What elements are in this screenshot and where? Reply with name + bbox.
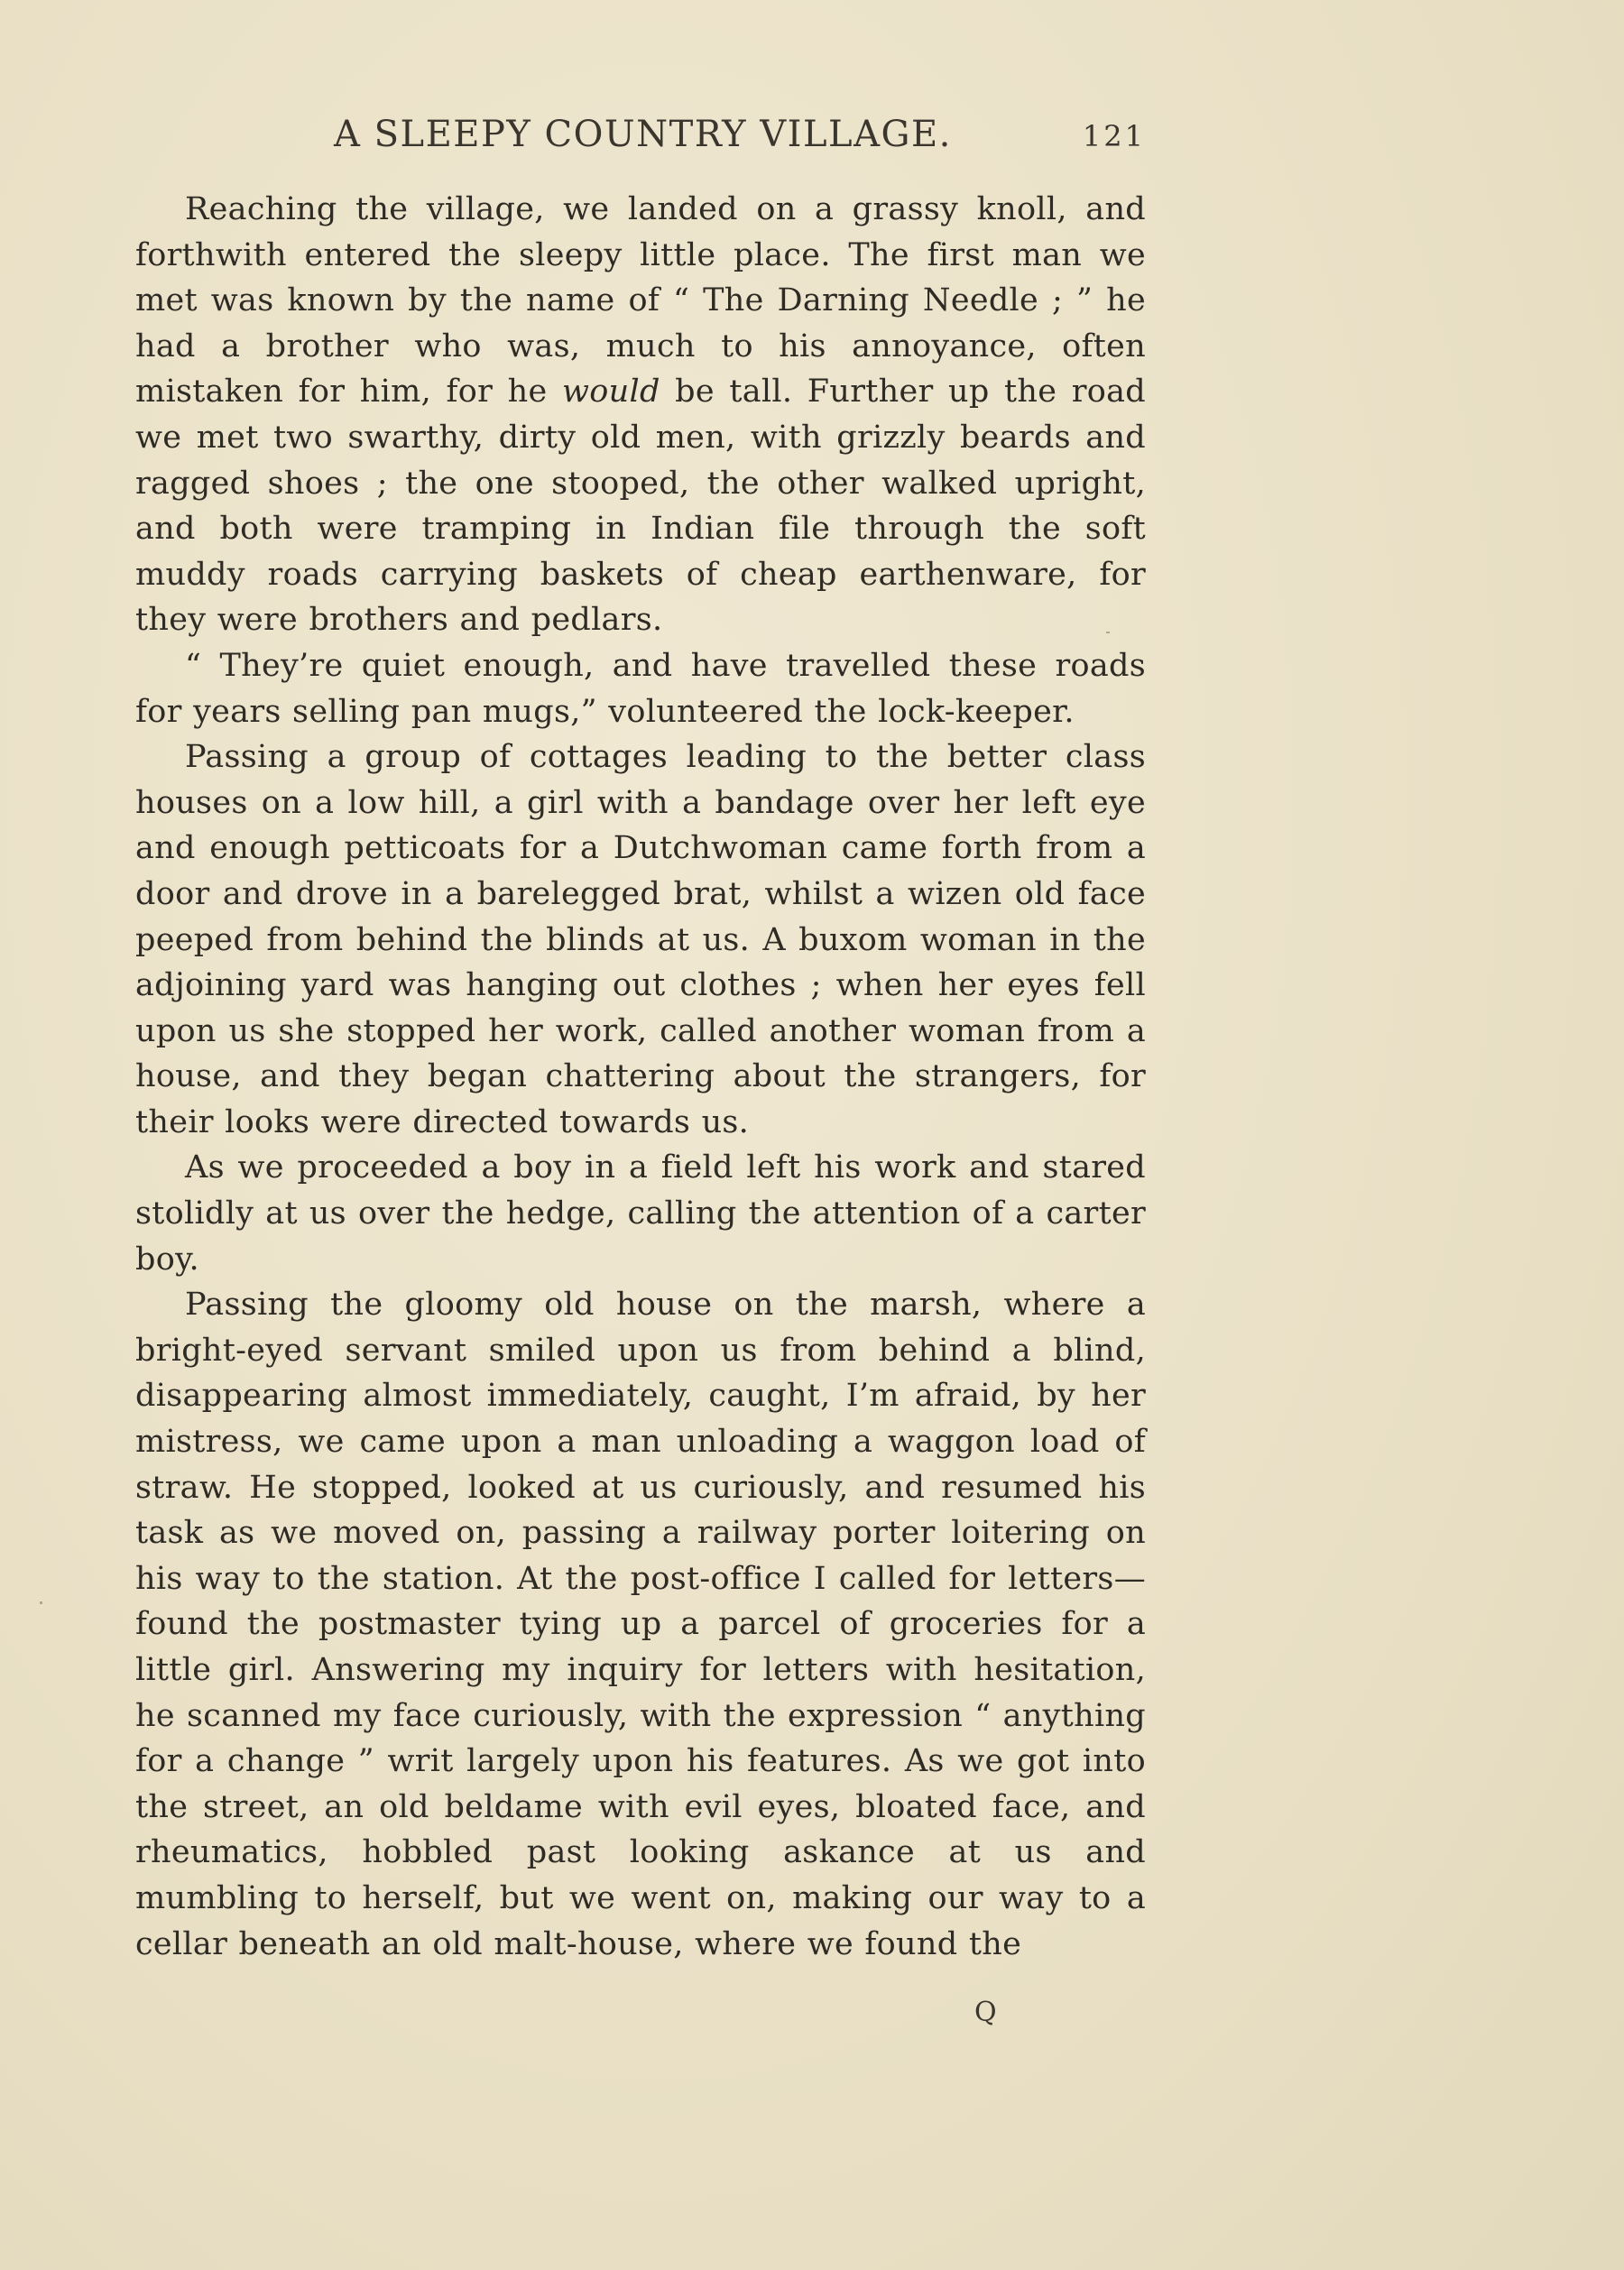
paragraph-text: Reaching the village, we landed on a grassy knoll, and forthwith entered the sleepy little place. The first man we met was known by the name of “ The Darning Needle ; ” he had a brother who was, much to his annoyance, often mistaken for him, for he <box>135 191 1146 411</box>
paper-speck <box>1106 632 1110 633</box>
running-title: A SLEEPY COUNTRY VILLAGE. <box>334 114 952 155</box>
paragraph: As we proceeded a boy in a field left his work and stared stolidly at us over the hedge, calling the attention of a carter boy. <box>135 1149 1146 1278</box>
paragraph-text: be tall. Further up the road we met two swarthy, dirty old men, with grizzly beards and ragged shoes ; the one stooped, the other walked upright, and both were tramping in Indian file through the soft muddy roads carrying baskets of cheap earthenware, for they were brothers and pedlars. <box>135 374 1147 639</box>
running-header <box>135 114 1146 168</box>
page-number: 121 <box>1082 119 1146 153</box>
paragraph: Passing a group of cottages leading to the better class houses on a low hill, a girl with a bandage over her left eye and enough petticoats for a Dutchwoman came forth from a door and drove in a barelegged brat, whilst a wizen old face peeped from behind the blinds at us. A buxom woman in the adjoining yard was hanging out clothes ; when her eyes fell upon us she stopped her work, called another woman from a house, and they began chattering about the strangers, for their looks were directed towards us. <box>135 739 1146 1140</box>
paragraph: “ They’re quiet enough, and have travelled these roads for years selling pan mugs,” volunteered the lock-keeper. <box>135 647 1146 730</box>
signature-mark: Q <box>974 1997 997 2028</box>
body-text <box>135 187 1146 1967</box>
paragraph: Passing the gloomy old house on the marsh, where a bright-eyed servant smiled upon us from behind a blind, disappearing almost immediately, caught, I’m afraid, by her mistress, we came upon a man unloading a waggon load of straw. He stopped, looked at us curiously, and resumed his task as we moved on, passing a railway porter loitering on his way to the station. At the post-office I called for letters—found the postmaster tying up a parcel of groceries for a little girl. Answering my inquiry for letters with hesitation, he scanned my face curiously, with the expression “ anything for a change ” writ largely upon his features. As we got into the street, an old beldame with evil eyes, bloated face, and rheumatics, hobbled past looking askance at us and mumbling to herself, but we went on, making our way to a cellar beneath an old malt-house, where we found the <box>135 1287 1146 1962</box>
paper-speck <box>40 1601 42 1604</box>
emphasis-text: would <box>562 374 660 411</box>
paragraph <box>135 187 1146 643</box>
